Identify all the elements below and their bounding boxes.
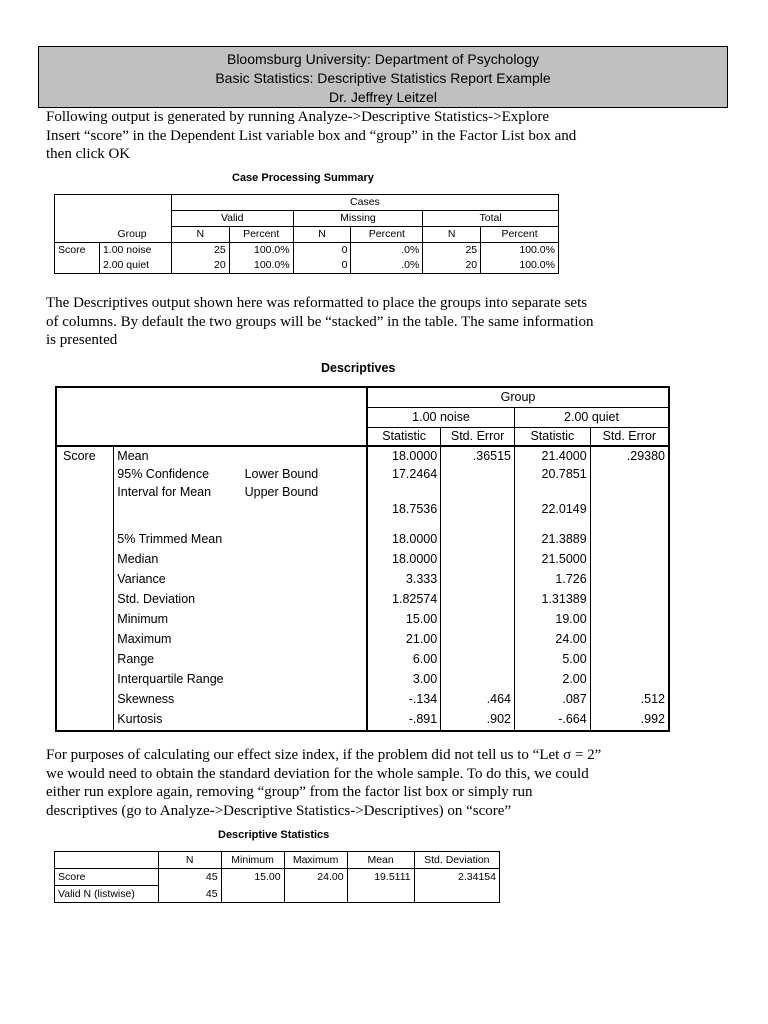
error-cell: [441, 569, 515, 589]
upper-bound-label: Upper Bound: [244, 485, 319, 499]
stat-cell: .087: [515, 689, 591, 709]
stat-cell: 15.00: [367, 609, 441, 629]
missing-header: Missing: [293, 211, 423, 227]
error-cell: .512: [590, 689, 669, 709]
stat-label: Maximum: [114, 629, 242, 649]
stat-cell: 18.0000: [367, 446, 441, 465]
error-cell: .992: [590, 709, 669, 731]
reformat-line: of columns. By default the two groups will be “stacked” in the table. The same information: [46, 313, 594, 330]
total-n-cell: 25: [423, 243, 481, 259]
table-row: [55, 869, 500, 886]
error-cell: [441, 649, 515, 669]
maximum-cell: 24.00: [284, 869, 347, 886]
case-processing-title: Case Processing Summary: [232, 172, 374, 184]
stat-label: Median: [114, 549, 242, 569]
stat-cell: 1.31389: [515, 589, 591, 609]
stat-label: Mean: [114, 446, 242, 465]
stat-cell: 21.5000: [515, 549, 591, 569]
stat-cell: 2.00: [515, 669, 591, 689]
stat-cell: 3.00: [367, 669, 441, 689]
n-header: N: [423, 227, 481, 243]
n-cell: 45: [158, 869, 221, 886]
stat-cell: -.664: [515, 709, 591, 731]
percent-header: Percent: [481, 227, 559, 243]
table-row: [56, 709, 669, 731]
table-row: [56, 589, 669, 609]
minimum-header: Minimum: [221, 852, 284, 869]
descriptive-statistics-title: Descriptive Statistics: [218, 829, 330, 841]
stat-cell: 20.7851: [515, 465, 591, 484]
error-cell: [441, 589, 515, 609]
minimum-cell: 15.00: [221, 869, 284, 886]
group1-header: 1.00 noise: [367, 407, 515, 427]
stat-cell: 5.00: [515, 649, 591, 669]
table-row: [56, 465, 669, 484]
stat-label: Std. Deviation: [114, 589, 242, 609]
intro-line: then click OK: [46, 146, 131, 162]
std-error-header: Std. Error: [590, 427, 669, 446]
header-author: Dr. Jeffrey Leitzel: [329, 89, 437, 105]
total-percent-cell: 100.0%: [481, 243, 559, 259]
ci-label: Interval for Mean: [114, 484, 242, 520]
score-label: Score: [56, 446, 114, 465]
maximum-cell: [284, 886, 347, 903]
stat-cell: 19.00: [515, 609, 591, 629]
effect-line: descriptives (go to Analyze->Descriptive Statistics->Descriptives) on “score”: [46, 802, 512, 819]
missing-n-cell: 0: [293, 243, 351, 259]
stat-cell: 22.0149: [515, 484, 591, 520]
missing-percent-cell: .0%: [351, 258, 423, 274]
lower-bound-label: Lower Bound: [244, 467, 319, 481]
descriptives-title: Descriptives: [321, 361, 396, 375]
header-university: Bloomsburg University: Department of Psychology: [226, 51, 540, 67]
score-label: Score: [55, 243, 100, 259]
stat-label: Minimum: [114, 609, 242, 629]
effect-line: we would need to obtain the standard deviation for the whole sample. To do this, we could: [46, 765, 589, 782]
intro-line: Insert “score” in the Dependent List variable box and “group” in the Factor List box and: [46, 127, 577, 144]
std-deviation-cell: 2.34154: [414, 869, 499, 886]
total-header: Total: [423, 211, 559, 227]
stat-cell: 1.726: [515, 569, 591, 589]
table-row: [56, 484, 669, 520]
header-report-title: Basic Statistics: Descriptive Statistics Report Example: [215, 70, 551, 86]
effect-line: either run explore again, removing “group” from the factor list box or simply run: [46, 784, 533, 800]
table-row: [56, 529, 669, 549]
document-header: [38, 46, 728, 108]
stat-label: Skewness: [114, 689, 242, 709]
descriptive-statistics-table: [54, 851, 500, 903]
valid-percent-cell: 100.0%: [229, 243, 293, 259]
error-cell: [590, 649, 669, 669]
row-label: Score: [55, 869, 159, 886]
intro-line: Following output is generated by running Analyze->Descriptive Statistics->Explore: [46, 109, 550, 125]
stat-cell: 1.82574: [367, 589, 441, 609]
error-cell: [590, 569, 669, 589]
stat-cell: 17.2464: [367, 465, 441, 484]
valid-n-cell: 20: [171, 258, 229, 274]
table-row: [56, 549, 669, 569]
stat-cell: 21.3889: [515, 529, 591, 549]
missing-n-cell: 0: [293, 258, 351, 274]
table-row: [56, 649, 669, 669]
stat-cell: 18.0000: [367, 549, 441, 569]
percent-header: Percent: [229, 227, 293, 243]
statistic-header: Statistic: [515, 427, 591, 446]
error-cell: [590, 529, 669, 549]
total-n-cell: 20: [423, 258, 481, 274]
mean-cell: [347, 886, 414, 903]
reformat-line: The Descriptives output shown here was reformatted to place the groups into separate sets: [46, 295, 588, 311]
error-cell: [441, 549, 515, 569]
stat-cell: 6.00: [367, 649, 441, 669]
error-cell: [590, 549, 669, 569]
std-deviation-cell: [414, 886, 499, 903]
table-row: [55, 243, 559, 259]
table-row: [56, 689, 669, 709]
valid-n-cell: 25: [171, 243, 229, 259]
descriptives-table: [55, 386, 670, 732]
stat-cell: 21.00: [367, 629, 441, 649]
stat-cell: 24.00: [515, 629, 591, 649]
valid-percent-cell: 100.0%: [229, 258, 293, 274]
stat-cell: 3.333: [367, 569, 441, 589]
total-percent-cell: 100.0%: [481, 258, 559, 274]
stat-label: Interquartile Range: [114, 669, 242, 689]
table-row: [56, 629, 669, 649]
table-row: [55, 258, 559, 274]
intro-paragraph: [46, 108, 576, 164]
error-cell: [590, 629, 669, 649]
error-cell: .36515: [441, 446, 515, 465]
effect-size-paragraph: [46, 746, 601, 820]
error-cell: [441, 629, 515, 649]
table-row: [56, 609, 669, 629]
group-header: Group: [99, 227, 171, 243]
stat-cell: 18.0000: [367, 529, 441, 549]
n-header: N: [171, 227, 229, 243]
reformat-line: is presented: [46, 332, 118, 348]
n-header: N: [158, 852, 221, 869]
stat-cell: 21.4000: [515, 446, 591, 465]
group2-header: 2.00 quiet: [515, 407, 669, 427]
stat-cell: -.891: [367, 709, 441, 731]
error-cell: [441, 609, 515, 629]
std-deviation-header: Std. Deviation: [414, 852, 499, 869]
table-row: [56, 569, 669, 589]
table-row: [56, 446, 669, 465]
stat-label: Kurtosis: [114, 709, 242, 731]
group-cell: 2.00 quiet: [99, 258, 171, 274]
std-error-header: Std. Error: [441, 427, 515, 446]
n-header: N: [293, 227, 351, 243]
group-header: Group: [367, 387, 669, 407]
mean-header: Mean: [347, 852, 414, 869]
stat-label: Variance: [114, 569, 242, 589]
stat-label: Range: [114, 649, 242, 669]
group-cell: 1.00 noise: [99, 243, 171, 259]
n-cell: 45: [158, 886, 221, 903]
missing-percent-cell: .0%: [351, 243, 423, 259]
error-cell: [441, 669, 515, 689]
stat-label: 5% Trimmed Mean: [114, 529, 242, 549]
case-processing-table: [54, 194, 559, 274]
valid-header: Valid: [171, 211, 293, 227]
reformat-paragraph: [46, 294, 594, 350]
error-cell: [441, 529, 515, 549]
percent-header: Percent: [351, 227, 423, 243]
error-cell: [590, 589, 669, 609]
ci-label: 95% Confidence: [114, 465, 242, 484]
error-cell: .902: [441, 709, 515, 731]
minimum-cell: [221, 886, 284, 903]
error-cell: [590, 609, 669, 629]
error-cell: [590, 669, 669, 689]
cases-header: Cases: [171, 195, 558, 211]
stat-cell: 18.7536: [367, 484, 441, 520]
error-cell: .29380: [590, 446, 669, 465]
table-row: [55, 886, 500, 903]
table-row: [56, 669, 669, 689]
error-cell: .464: [441, 689, 515, 709]
mean-cell: 19.5111: [347, 869, 414, 886]
stat-cell: -.134: [367, 689, 441, 709]
effect-line: For purposes of calculating our effect size index, if the problem did not tell us to “Let σ = 2”: [46, 747, 602, 763]
statistic-header: Statistic: [367, 427, 441, 446]
row-label: Valid N (listwise): [55, 886, 159, 903]
maximum-header: Maximum: [284, 852, 347, 869]
